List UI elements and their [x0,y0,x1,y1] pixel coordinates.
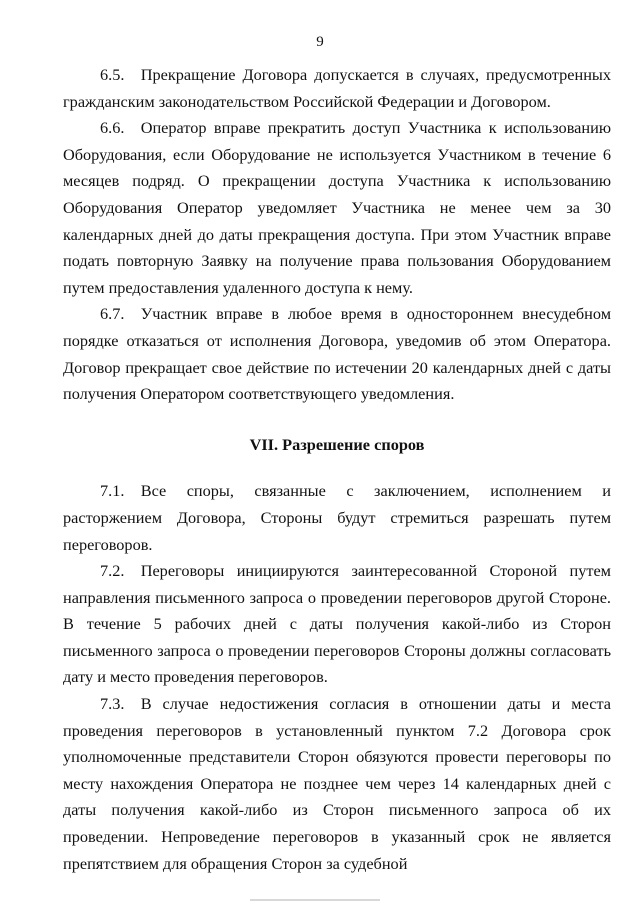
clause-6-6: 6.6. Оператор вправе прекратить доступ Участника к использованию Оборудования, если Оборудование не используется Участником в течение 6 месяцев подряд. О прекращении доступа Участника к использованию Оборудования Оператор уведомляет Участника не менее чем за 30 календарных дней до даты прекращения доступа. При этом Участник вправе подать повторную Заявку на получение права пользования Оборудованием путем предоставления удаленного доступа к нему. [63,118,611,297]
document-body [63,62,611,877]
spacer [63,458,611,478]
clause-6-5: 6.5. Прекращение Договора допускается в случаях, предусмотренных гражданским законодательством Российской Федерации и Договором. [63,65,611,111]
clause-7-2: 7.2. Переговоры инициируются заинтересованной Стороной путем направления письменного запроса о проведении переговоров другой Стороне. В течение 5 рабочих дней с даты получения какой-либо из Сторон письменного запроса о проведении переговоров Стороны должны согласовать дату и место проведения переговоров. [63,561,611,687]
section-heading: VII. Разрешение споров [249,434,425,454]
page-number: 9 [316,34,324,50]
clause-7-3: 7.3. В случае недостижения согласия в отношении даты и места проведения переговоров в установленный пунктом 7.2 Договора срок уполномоченные представители Сторон обязуются провести переговоры по месту нахождения Оператора не позднее чем через 14 календарных дней с даты получения какой-либо из Сторон письменного запроса об их проведении. Непроведение переговоров в указанный срок не является препятствием для обращения Сторон за судебной [63,694,611,873]
scan-artifact [250,899,380,901]
spacer [63,408,611,432]
clause-6-7: 6.7. Участник вправе в любое время в одностороннем внесудебном порядке отказаться от исполнения Договора, уведомив об этом Оператора. Договор прекращает свое действие по истечении 20 календарных дней с даты получения Оператором соответствующего уведомления. [63,304,611,404]
clause-7-1: 7.1. Все споры, связанные с заключением, исполнением и расторжением Договора, Стороны будут стремиться разрешать путем переговоров. [63,481,611,554]
